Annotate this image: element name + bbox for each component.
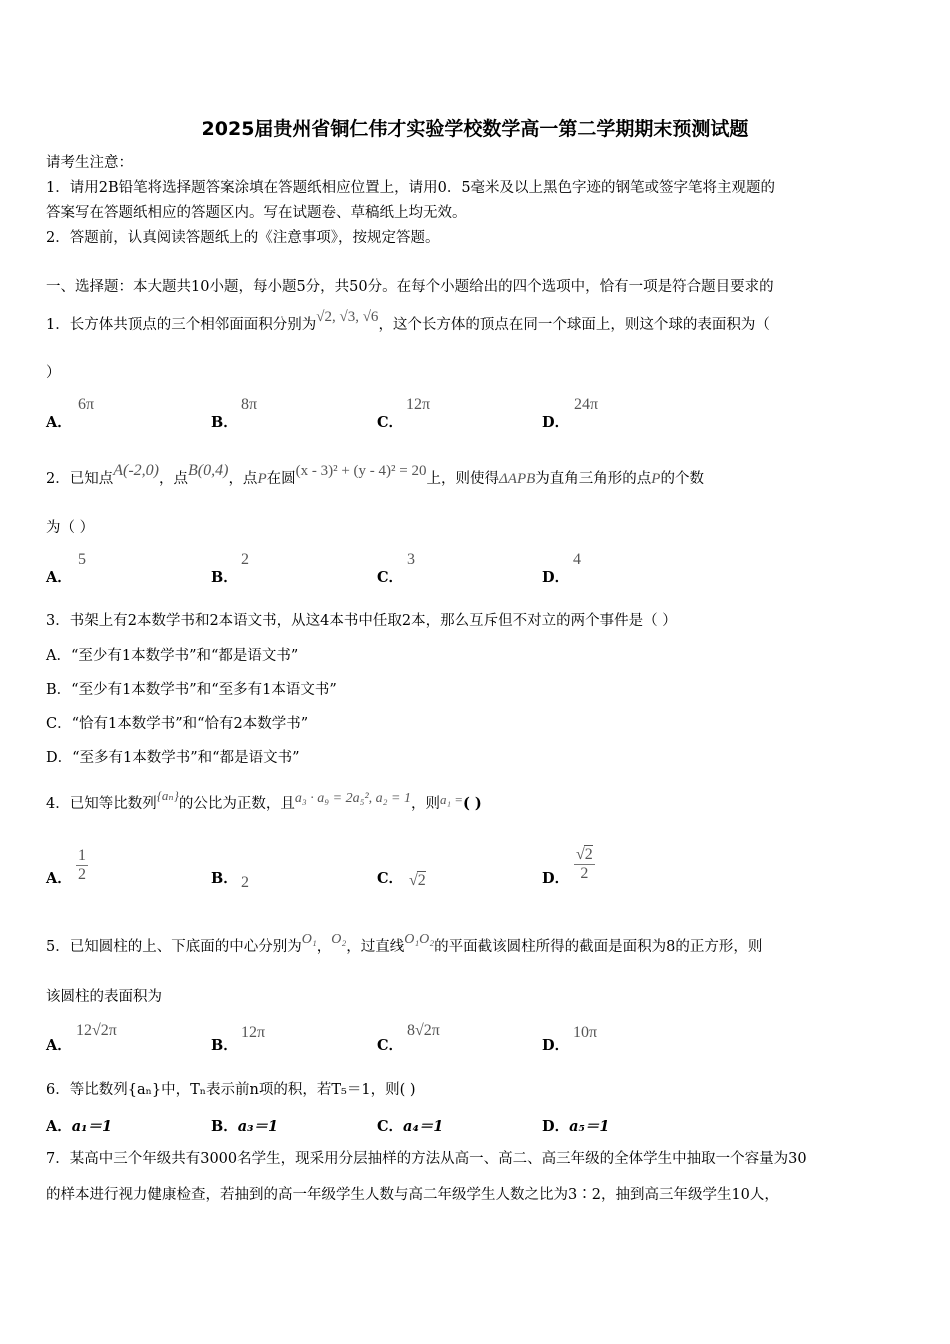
q1-math: √2, √3, √6: [316, 309, 379, 325]
q1-post: ，这个长方体的顶点在同一个球面上，则这个球的表面积为（: [378, 317, 770, 333]
question-7-line-2: 的样本进行视力健康检查，若抽到的高一年级学生人数与高二年级学生人数之比为3∶2，抽到高三年级学生10人，: [46, 1187, 779, 1203]
q2-mid2: ，点: [228, 471, 258, 487]
q2-p: P: [257, 471, 267, 487]
question-1-cont: ）: [46, 365, 61, 381]
q2-p2: P: [651, 471, 661, 487]
q4-pre: 4．已知等比数列: [46, 796, 157, 812]
q4-post: ( ): [463, 795, 482, 812]
notice-item-1b: 答案写在答题纸相应的答题区内。写在试题卷、草稿纸上均无效。: [46, 205, 467, 221]
q2-mid5: 为直角三角形的点: [535, 471, 652, 487]
q5-o1: O₁: [301, 932, 317, 947]
q1-option-b[interactable]: B．: [211, 414, 238, 431]
q5-option-d[interactable]: D．: [542, 1037, 570, 1054]
q2-mid1: ，点: [159, 471, 188, 487]
q4-option-a-fraction: [76, 847, 88, 884]
q4-option-a[interactable]: A．: [46, 870, 72, 887]
q6-b-value: a₃＝1: [237, 1118, 279, 1135]
q2-option-c[interactable]: C．: [377, 569, 404, 586]
q2-option-b[interactable]: B．: [211, 569, 238, 586]
q4-d-num: √2: [576, 846, 593, 863]
page-title: 2025届贵州省铜仁伟才实验学校数学高一第二学期期末预测试题: [201, 118, 749, 140]
q2-circle: (x - 3)² + (y - 4)² = 20: [295, 463, 427, 479]
q1-option-c-value: 12π: [406, 396, 431, 413]
q4-option-d-fraction: [574, 845, 595, 883]
q2-option-d[interactable]: D．: [542, 569, 570, 586]
q6-option-c[interactable]: C．a₄＝1: [377, 1118, 444, 1135]
q2-mid3: 在圆: [266, 471, 296, 487]
question-5-stem: [46, 932, 763, 958]
q4-option-c-value: √2: [409, 872, 426, 889]
notice-item-1a: 1．请用2B铅笔将选择题答案涂填在答题纸相应位置上，请用0．5毫米及以上黑色字迹的钢笔或签字笔将主观题的: [46, 180, 776, 196]
question-3-stem: 3．书架上有2本数学书和2本语文书，从这4本书中任取2本，那么互斥但不对立的两个事件是（ ）: [46, 613, 677, 629]
q4-d-radicand: 2: [584, 846, 593, 863]
question-7-line-1: 7．某高中三个年级共有3000名学生，现采用分层抽样的方法从高一、高二、高三年级的全体学生中抽取一个容量为30: [46, 1151, 807, 1167]
q6-c-value: a₄＝1: [403, 1118, 444, 1135]
question-2-cont: 为（ ）: [46, 520, 95, 536]
q2-point-a: A(-2,0): [113, 462, 159, 479]
q3-option-b[interactable]: B．“至少有1本数学书”和“至多有1本语文书”: [46, 682, 337, 698]
q2-mid6: 的个数: [660, 471, 704, 487]
q4-ask: a₁ =: [439, 792, 464, 807]
q5-pre: 5．已知圆柱的上、下底面的中心分别为: [46, 939, 302, 955]
q4-a-den: 2: [78, 866, 86, 883]
q2-option-a[interactable]: A．: [46, 569, 72, 586]
q4-option-c[interactable]: C．: [377, 870, 404, 887]
q5-sep: ，: [316, 939, 332, 955]
q4-cond: a₃ · a₉ = 2a₅², a₂ = 1: [294, 791, 411, 806]
q4-d-den: 2: [580, 865, 589, 882]
q4-c-radicand: 2: [417, 872, 426, 889]
q6-option-a[interactable]: A．a₁＝1: [46, 1118, 113, 1135]
question-5-cont: 该圆柱的表面积为: [46, 989, 162, 1005]
q4-mid2: ，则: [410, 796, 440, 812]
question-4-stem: [46, 788, 482, 815]
q2-mid4: 上，则使得: [426, 471, 499, 487]
q1-option-c[interactable]: C．: [377, 414, 404, 431]
q1-option-d[interactable]: D．: [542, 414, 570, 431]
q2-option-d-value: 4: [573, 551, 581, 568]
q5-o2: O₂: [331, 932, 347, 947]
q2-triangle: ΔAPB: [499, 471, 536, 487]
q2-pre: 2．已知点: [46, 471, 114, 487]
q4-option-d[interactable]: D．: [542, 870, 570, 887]
q4-option-b[interactable]: B．: [211, 870, 238, 887]
q3-option-a[interactable]: A．“至少有1本数学书”和“都是语文书”: [46, 648, 299, 664]
question-6-stem: 6．等比数列{aₙ}中，Tₙ表示前n项的积，若T₅＝1，则( ): [46, 1082, 416, 1098]
section-heading: 一、选择题：本大题共10小题，每小题5分，共50分。在每个小题给出的四个选项中，恰有一项是符合题目要求的: [46, 279, 774, 295]
q5-line: O₁O₂: [404, 932, 435, 947]
q4-mid: 的公比为正数，且: [178, 796, 295, 812]
q5-option-a-value: 12√2π: [76, 1022, 117, 1039]
q6-a-value: a₁＝1: [71, 1118, 113, 1135]
q2-point-b: B(0,4): [188, 462, 229, 479]
q3-option-d[interactable]: D．“至多有1本数学书”和“都是语文书”: [46, 750, 300, 766]
question-2-stem: [46, 462, 704, 489]
q2-option-c-value: 3: [407, 551, 415, 568]
q5-option-d-value: 10π: [573, 1024, 598, 1041]
q5-mid: ，过直线: [346, 939, 405, 955]
q4-a-num: 1: [78, 847, 86, 864]
q5-option-b-value: 12π: [241, 1024, 266, 1041]
notice-heading: 请考生注意：: [46, 155, 133, 171]
q1-option-a[interactable]: A．: [46, 414, 72, 431]
q6-option-d[interactable]: D．a₅＝1: [542, 1118, 610, 1135]
q5-option-b[interactable]: B．: [211, 1037, 238, 1054]
q1-option-d-value: 24π: [574, 396, 599, 413]
q2-option-b-value: 2: [241, 551, 249, 568]
q1-pre: 1．长方体共顶点的三个相邻面面积分别为: [46, 317, 317, 333]
q5-post: 的平面截该圆柱所得的截面是面积为8的正方形，则: [434, 939, 763, 955]
notice-item-2: 2．答题前，认真阅读答题纸上的《注意事项》，按规定答题。: [46, 230, 440, 246]
q1-option-b-value: 8π: [241, 396, 258, 413]
q6-option-b[interactable]: B．a₃＝1: [211, 1118, 279, 1135]
q1-option-a-value: 6π: [78, 396, 95, 413]
q3-option-c[interactable]: C．“恰有1本数学书”和“恰有2本数学书”: [46, 716, 309, 732]
q4-option-b-value: 2: [241, 874, 249, 891]
q5-option-c-value: 8√2π: [407, 1022, 440, 1039]
q2-option-a-value: 5: [78, 551, 86, 568]
q4-seq: {aₙ}: [156, 788, 179, 803]
question-1-stem: [46, 309, 770, 335]
q5-option-a[interactable]: A．: [46, 1037, 72, 1054]
q6-d-value: a₅＝1: [569, 1118, 610, 1135]
q5-option-c[interactable]: C．: [377, 1037, 404, 1054]
